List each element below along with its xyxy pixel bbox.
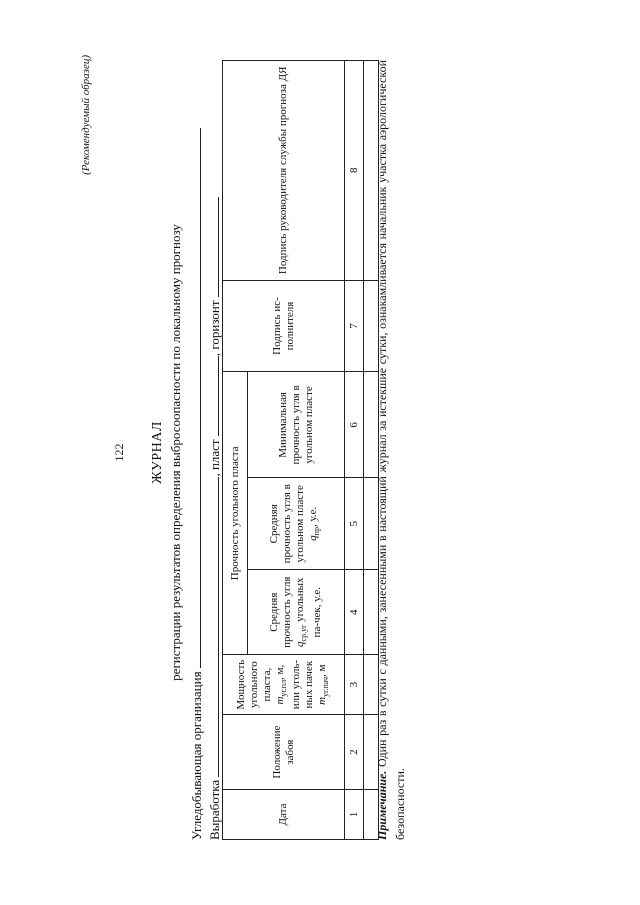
col-avg-strength-seam-header: Средняя прочность угля в угольном пласте $q_{пр}$, у.е. (248, 478, 345, 570)
organization-blank-line (188, 128, 201, 668)
column-number: 5 (345, 478, 364, 570)
working-label: Выработка (207, 779, 222, 840)
note-text: Один раз в сутки с данными, занесенными в настоящий журнал за истекшие сутки, ознакамливается начальник участка аэрологической безопасности. (375, 60, 407, 840)
sample-note: (Рекомендуемый образец) (80, 55, 92, 175)
header-row-group (223, 61, 248, 840)
horizon-label: , горизонт (207, 300, 222, 357)
note-label: Примечание. (375, 770, 389, 840)
col-seam-thickness-header: Мощность угольного пласта, $m_{уг.пл}$, м, или уголь-ных пачек $m_{уг.пач}$, м (223, 655, 345, 715)
col-executor-signature-header: Подпись ис-полнителя (223, 280, 345, 372)
col-date-header: Дата (223, 790, 345, 840)
col-manager-signature-header: Подпись руководителя службы прогноза ДЯ (223, 61, 345, 281)
column-number: 2 (345, 715, 364, 790)
column-number: 1 (345, 790, 364, 840)
footnote (373, 60, 409, 840)
page-number: 122 (112, 443, 126, 462)
seam-blank-line (206, 356, 219, 436)
col-avg-strength-packs-header: Средняя прочность угля $q_{ср.уг}$ угольных па-чек, у.е. (248, 570, 345, 655)
seam-label: , пласт (207, 439, 222, 477)
working-blank-line (206, 477, 219, 777)
organization-label: Угледобывающая организация (189, 671, 204, 840)
journal-table (222, 60, 379, 840)
working-field (206, 197, 223, 840)
column-number: 8 (345, 61, 364, 281)
column-number-row (345, 61, 364, 840)
journal-title: ЖУРНАЛ (150, 421, 165, 484)
organization-field (188, 128, 205, 840)
column-number: 6 (345, 372, 364, 478)
col-min-strength-header: Минимальная прочность угля в угольном пласте (248, 372, 345, 478)
journal-subtitle: регистрации результатов определения выбросоопасности по локальному прогнозу (168, 224, 183, 681)
column-number: 4 (345, 570, 364, 655)
horizon-blank-line (206, 197, 219, 297)
strength-group-header: Прочность угольного пласта (223, 372, 248, 655)
column-number: 3 (345, 655, 364, 715)
column-number: 7 (345, 280, 364, 372)
col-face-position-header: Положение забоя (223, 715, 345, 790)
